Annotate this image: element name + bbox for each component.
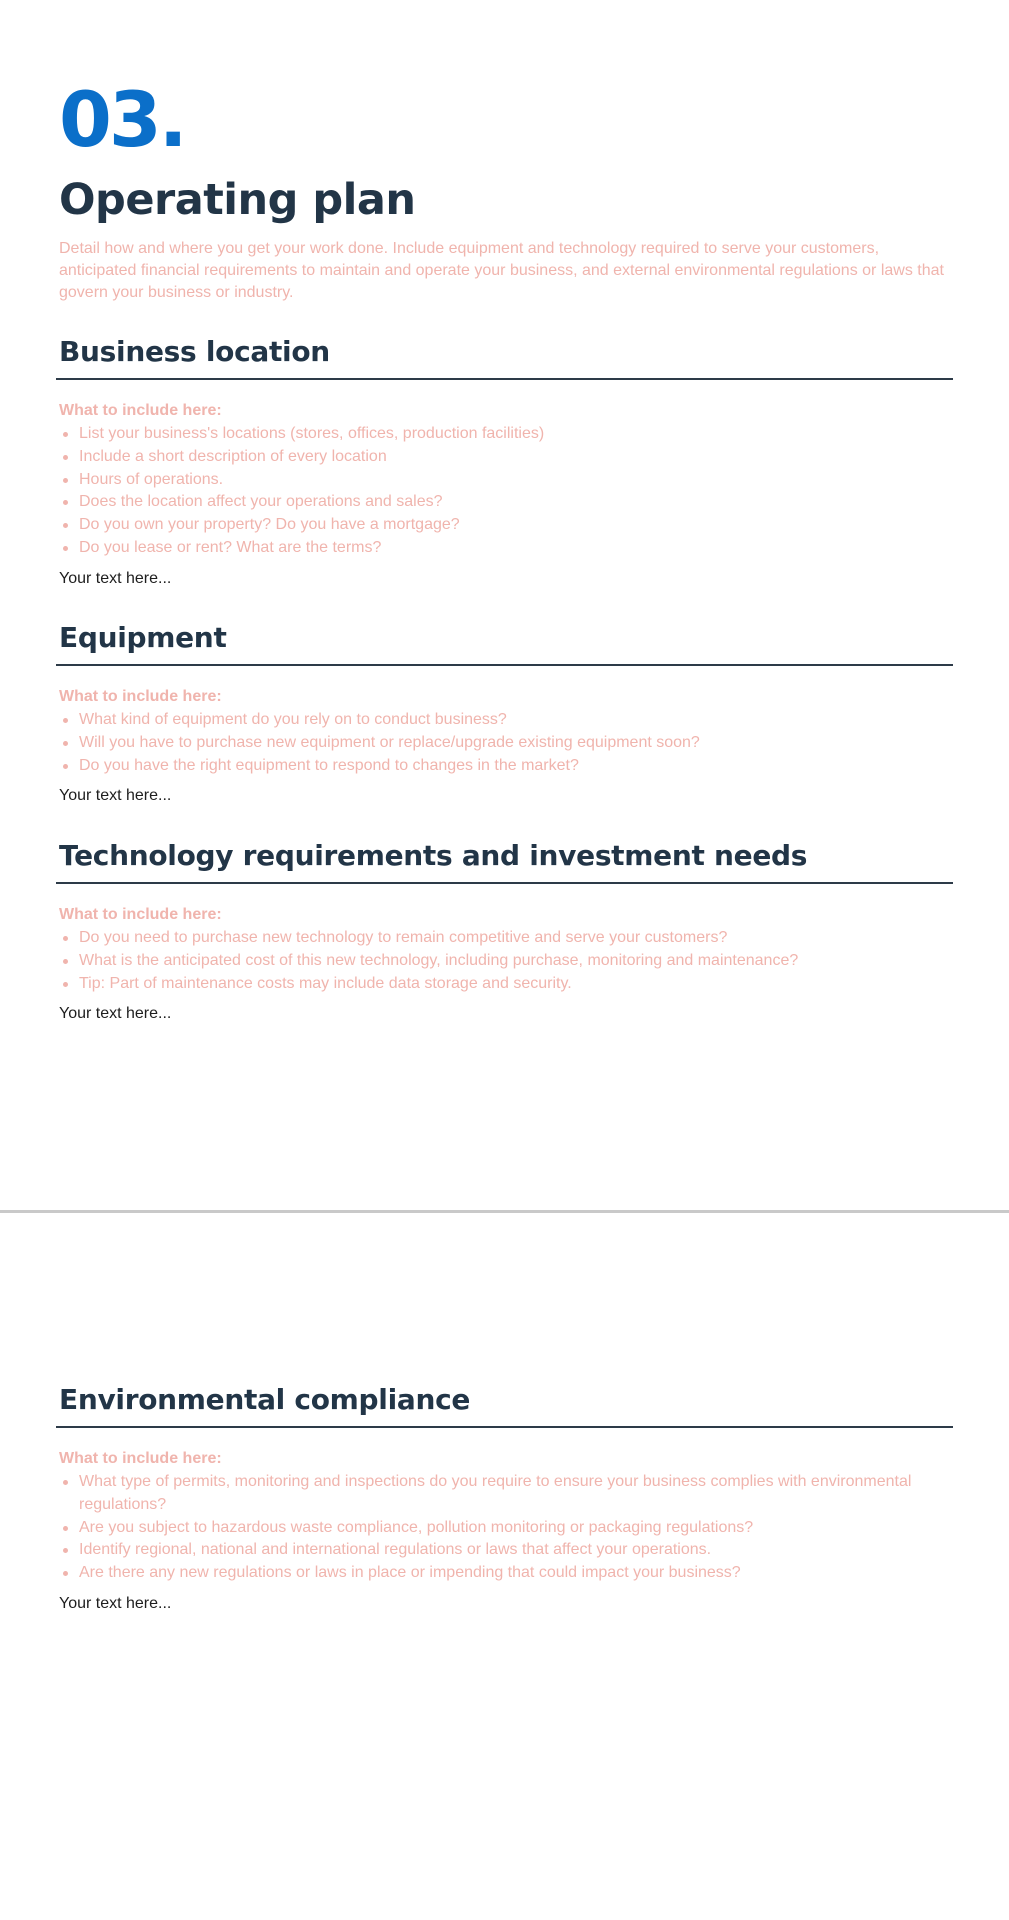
list-item: Include a short description of every location [79,446,953,469]
text-placeholder[interactable]: Your text here... [59,569,172,587]
list-item: Will you have to purchase new equipment or replace/upgrade existing equipment soon? [79,732,953,755]
section-heading: Equipment [59,621,227,654]
page-title: Operating plan [59,175,416,225]
guide-label: What to include here: [59,906,222,923]
document-page-2 [0,1213,1009,1920]
list-item: Tip: Part of maintenance costs may include data storage and security. [79,973,953,996]
list-item: Does the location affect your operations and sales? [79,491,953,514]
text-placeholder[interactable]: Your text here... [59,1005,172,1023]
list-item: What type of permits, monitoring and inspections do you require to ensure your business complies with environmental regulations? [79,1471,953,1517]
list-item: Do you need to purchase new technology to remain competitive and serve your customers? [79,927,953,950]
guide-list [56,423,953,560]
list-item: Do you own your property? Do you have a mortgage? [79,514,953,537]
text-placeholder[interactable]: Your text here... [59,787,172,805]
list-item: List your business's locations (stores, offices, production facilities) [79,423,953,446]
section-environmental-compliance [56,1380,953,1615]
text-placeholder[interactable]: Your text here... [59,1594,172,1612]
section-technology-requirements [56,836,953,1025]
list-item: Hours of operations. [79,469,953,492]
section-number: 03. [59,75,185,164]
list-item: Do you lease or rent? What are the terms? [79,537,953,560]
section-heading: Environmental compliance [59,1383,471,1416]
section-divider [56,664,953,666]
section-divider [56,882,953,884]
guide-list [56,709,953,777]
list-item: Do you have the right equipment to respond to changes in the market? [79,755,953,778]
list-item: Are you subject to hazardous waste compliance, pollution monitoring or packaging regulations? [79,1517,953,1540]
section-divider [56,1426,953,1428]
guide-list [56,927,953,995]
section-heading: Technology requirements and investment needs [59,839,808,872]
list-item: What kind of equipment do you rely on to conduct business? [79,709,953,732]
section-divider [56,378,953,380]
guide-label: What to include here: [59,402,222,419]
list-item: Are there any new regulations or laws in place or impending that could impact your business? [79,1562,953,1585]
list-item: Identify regional, national and international regulations or laws that affect your operations. [79,1539,953,1562]
intro-paragraph: Detail how and where you get your work done. Include equipment and technology required to serve your customers, anticipated financial requirements to maintain and operate your business, and external environmental regulations or laws that govern your business or industry. [59,240,944,301]
section-equipment [56,618,953,807]
guide-list [56,1471,953,1585]
guide-label: What to include here: [59,688,222,705]
guide-label: What to include here: [59,1450,222,1467]
section-business-location [56,332,953,590]
list-item: What is the anticipated cost of this new technology, including purchase, monitoring and maintenance? [79,950,953,973]
section-heading: Business location [59,335,330,368]
